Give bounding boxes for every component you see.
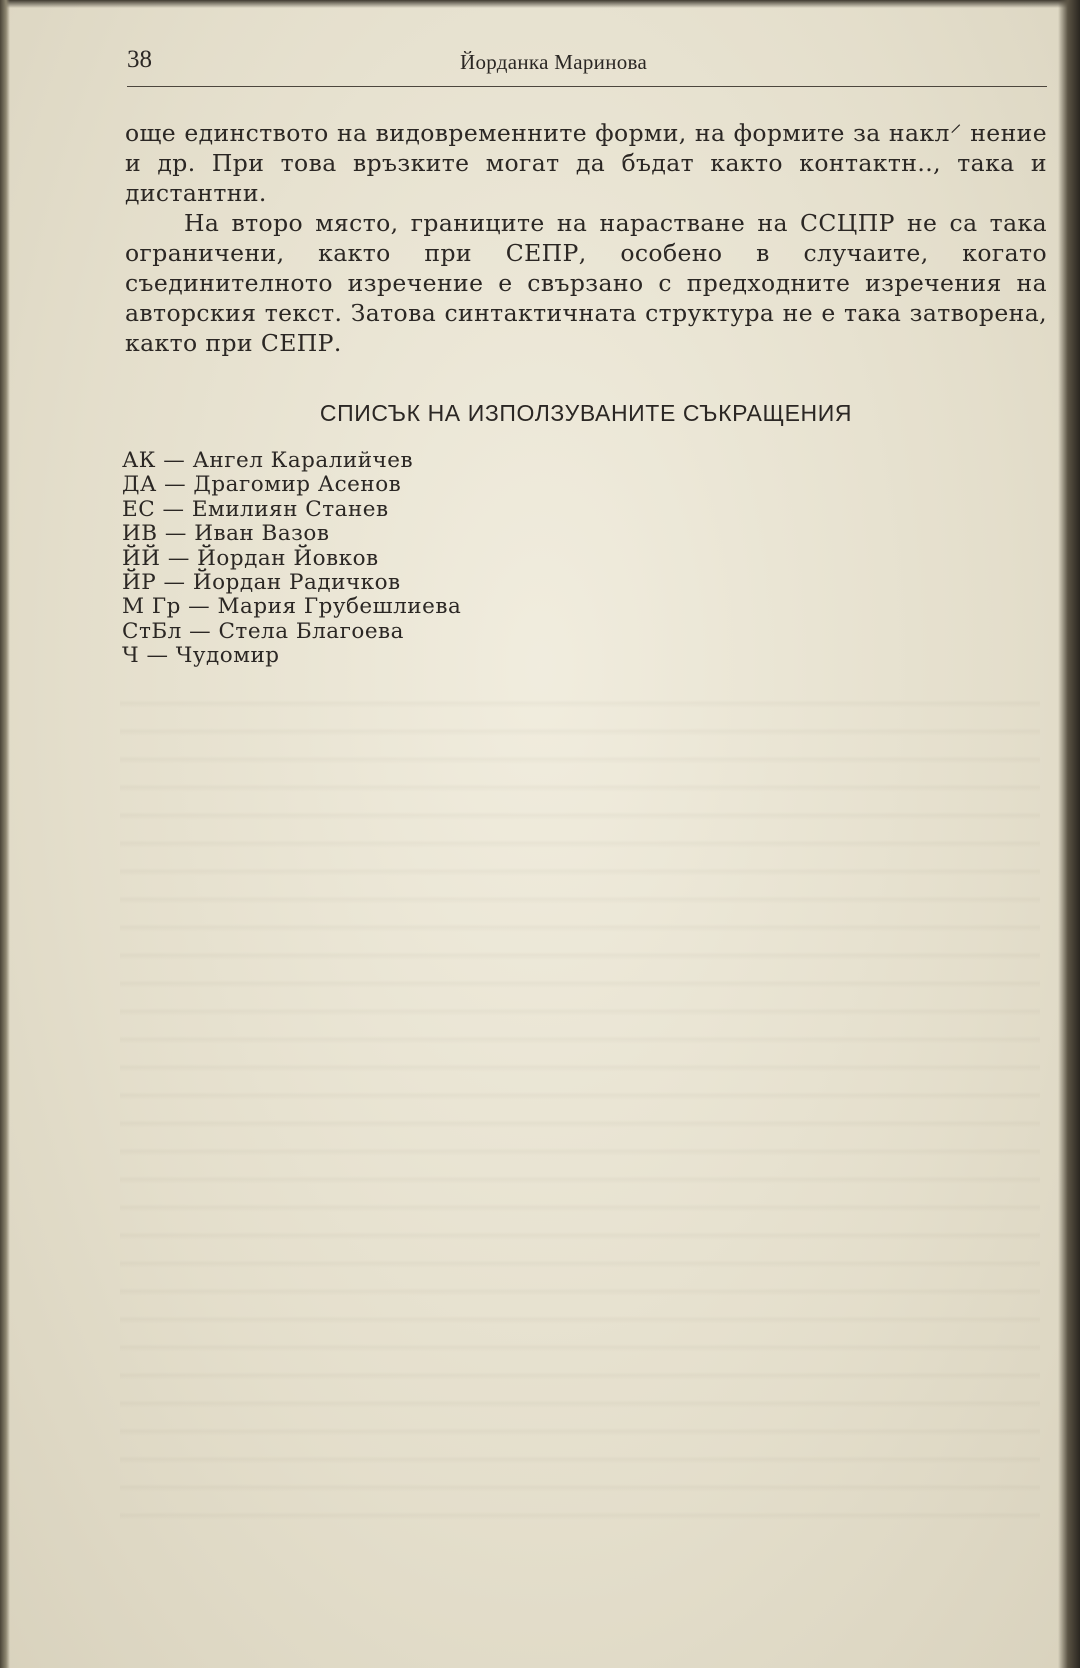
running-head-author: Йорданка Маринова: [460, 50, 648, 74]
abbreviation-item: ДА — Драгомир Асенов: [122, 472, 402, 498]
show-through-texture: [120, 680, 1040, 1530]
abbreviation-item: АК — Ангел Каралийчев: [122, 448, 414, 473]
paragraph: На второ място, границите на нарастване на ССЦПР не са така ограничени, както при СЕПР, особено в случаите, когато съединителното изречение е свързано с предходните изречения на авторския текст. Затова синтактичната структура не е така затворена, както при СЕПР.: [125, 209, 1047, 357]
main-text: [125, 118, 1047, 358]
paragraph-continued: още единството на видовременните форми, на формите за накл⸍ нение и др. При това връзките могат да бъдат както контактн.., така и дистантни.: [125, 119, 1047, 207]
abbreviation-item: ЙЙ — Йордан Йовков: [122, 545, 379, 571]
page-left-edge-shadow: [0, 0, 10, 1668]
abbreviations-heading: СПИСЪК НА ИЗПОЛЗУВАНИТЕ СЪКРАЩЕНИЯ: [319, 400, 853, 426]
page-right-edge-shadow: [1058, 0, 1080, 1668]
abbreviation-item: ЕС — Емилиян Станев: [122, 496, 389, 522]
abbreviation-item: ИВ — Иван Вазов: [122, 521, 330, 547]
page-number: 38: [127, 46, 152, 73]
abbreviation-item: Ч — Чудомир: [122, 643, 280, 669]
abbreviation-item: СтБл — Стела Благоева: [122, 618, 404, 644]
abbreviation-item: М Гр — Мария Грубешлиева: [122, 594, 462, 620]
abbreviations-list: [122, 449, 461, 669]
abbreviation-item: ЙР — Йордан Радичков: [122, 570, 401, 596]
header-divider: [127, 86, 1047, 87]
page-header: [127, 46, 1047, 86]
page-top-edge-shadow: [0, 0, 1080, 8]
